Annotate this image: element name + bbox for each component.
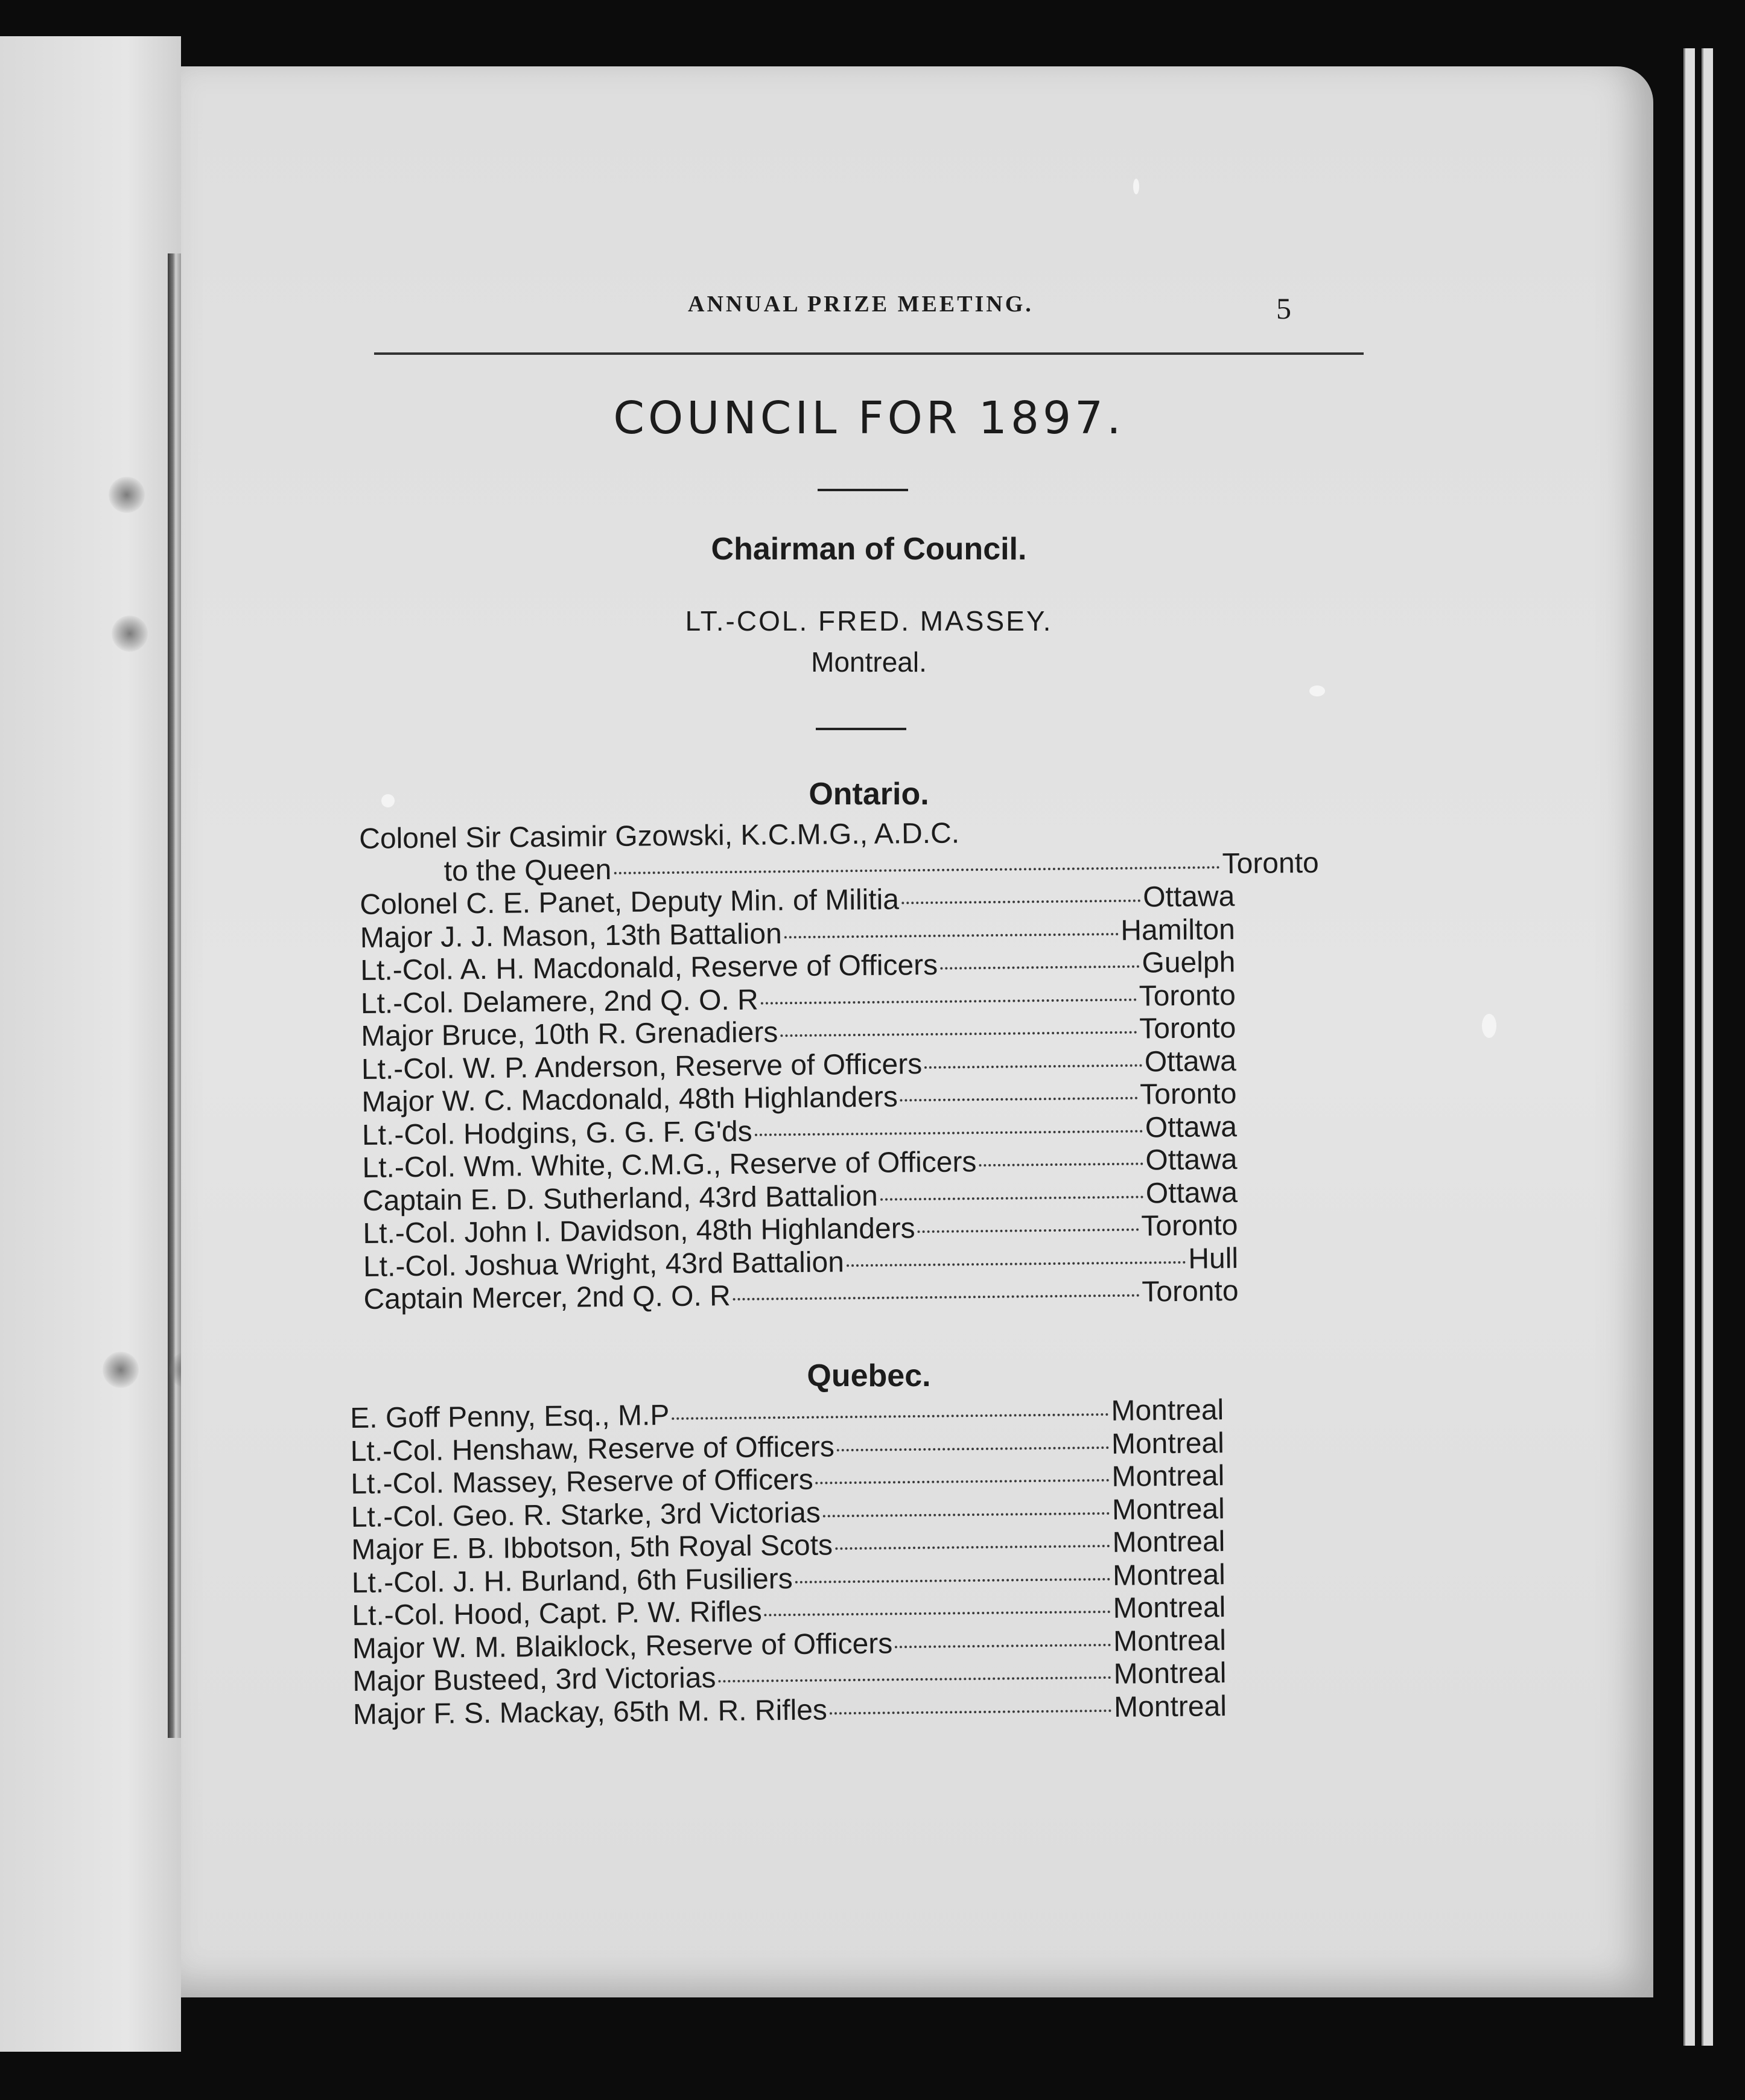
member-place: Montreal bbox=[1111, 1427, 1224, 1460]
member-name: Major Bruce, 10th R. Grenadiers bbox=[361, 1016, 778, 1052]
quebec-heading: Quebec. bbox=[807, 1358, 931, 1393]
member-name: Major W. M. Blaiklock, Reserve of Officers bbox=[352, 1627, 893, 1665]
member-name: Colonel C. E. Panet, Deputy Min. of Militia bbox=[360, 883, 900, 921]
member-name: Colonel Sir Casimir Gzowski, K.C.M.G., A.D.C. bbox=[359, 817, 960, 855]
member-name: Lt.-Col. J. H. Burland, 6th Fusiliers bbox=[351, 1562, 793, 1599]
member-place: Toronto bbox=[1139, 1012, 1236, 1045]
page-edge bbox=[1702, 48, 1713, 2046]
dot-leader bbox=[830, 1709, 1111, 1714]
dot-leader bbox=[918, 1229, 1139, 1233]
member-name: Lt.-Col. Joshua Wright, 43rd Battalion bbox=[363, 1246, 845, 1283]
dot-leader bbox=[672, 1413, 1108, 1420]
member-place: Montreal bbox=[1111, 1394, 1224, 1427]
dot-leader bbox=[924, 1064, 1142, 1068]
paper-speck bbox=[1309, 686, 1325, 696]
running-head bbox=[374, 291, 1291, 327]
member-name: Major F. S. Mackay, 65th M. R. Rifles bbox=[352, 1693, 828, 1731]
member-place: Montreal bbox=[1113, 1690, 1227, 1723]
member-name: Lt.-Col. Massey, Reserve of Officers bbox=[351, 1463, 813, 1500]
dot-leader bbox=[795, 1577, 1110, 1583]
page-number: 5 bbox=[1276, 291, 1291, 325]
member-place: Guelph bbox=[1142, 946, 1236, 979]
dot-leader bbox=[835, 1545, 1110, 1550]
member-name: Lt.-Col. A. H. Macdonald, Reserve of Officers bbox=[360, 949, 938, 987]
member-name-continued: to the Queen bbox=[443, 853, 612, 888]
member-place: Montreal bbox=[1113, 1657, 1227, 1690]
dot-leader bbox=[733, 1294, 1140, 1300]
dot-leader bbox=[901, 900, 1140, 905]
dot-leader bbox=[719, 1676, 1111, 1682]
member-place: Montreal bbox=[1113, 1624, 1227, 1658]
dot-leader bbox=[784, 932, 1119, 938]
ontario-member-list bbox=[359, 815, 1319, 1316]
ink-blot bbox=[109, 477, 145, 513]
member-place: Toronto bbox=[1141, 1209, 1238, 1242]
header-rule bbox=[374, 352, 1364, 355]
dot-leader bbox=[764, 1611, 1111, 1617]
dot-leader bbox=[837, 1446, 1109, 1451]
member-place: Ottawa bbox=[1142, 880, 1235, 914]
member-name: Lt.-Col. Henshaw, Reserve of Officers bbox=[350, 1430, 835, 1468]
member-place: Toronto bbox=[1142, 1275, 1239, 1308]
member-name: Major Busteed, 3rd Victorias bbox=[352, 1662, 716, 1698]
member-name: Major E. B. Ibbotson, 5th Royal Scots bbox=[351, 1529, 833, 1566]
member-place: Hull bbox=[1188, 1242, 1239, 1275]
member-place: Ottawa bbox=[1145, 1110, 1238, 1144]
member-name: Captain E. D. Sutherland, 43rd Battalion bbox=[362, 1180, 879, 1217]
chairman-place: Montreal. bbox=[811, 646, 927, 678]
page-edge bbox=[1683, 48, 1695, 2046]
ink-blot bbox=[103, 1352, 139, 1388]
page-title: COUNCIL FOR 1897. bbox=[613, 392, 1125, 444]
member-name: Lt.-Col. Hodgins, G. G. F. G'ds bbox=[361, 1115, 752, 1151]
member-name: Lt.-Col. Geo. R. Starke, 3rd Victorias bbox=[351, 1497, 821, 1533]
dot-leader bbox=[614, 866, 1219, 874]
member-place: Toronto bbox=[1222, 847, 1319, 880]
member-place: Toronto bbox=[1140, 1078, 1237, 1111]
member-place: Montreal bbox=[1113, 1591, 1226, 1624]
member-place: Ottawa bbox=[1145, 1144, 1238, 1177]
dot-leader bbox=[847, 1261, 1186, 1266]
previous-page-edge bbox=[0, 36, 181, 2052]
member-place: Ottawa bbox=[1145, 1176, 1238, 1210]
dot-leader bbox=[979, 1163, 1143, 1167]
member-place: Montreal bbox=[1111, 1492, 1225, 1526]
member-place: Toronto bbox=[1139, 979, 1236, 1013]
member-name: Lt.-Col. Wm. White, C.M.G., Reserve of Officers bbox=[362, 1146, 977, 1184]
paper-speck bbox=[1133, 179, 1139, 194]
dot-leader bbox=[880, 1195, 1143, 1200]
dot-leader bbox=[823, 1512, 1110, 1517]
member-place: Hamilton bbox=[1120, 913, 1236, 947]
member-name: Lt.-Col. Delamere, 2nd Q. O. R bbox=[360, 984, 759, 1020]
paper-speck bbox=[1482, 1014, 1496, 1038]
divider-rule bbox=[818, 489, 908, 491]
dot-leader bbox=[895, 1643, 1111, 1647]
book-spine bbox=[168, 253, 181, 1738]
member-name: Lt.-Col. W. P. Anderson, Reserve of Officers bbox=[361, 1048, 923, 1086]
member-place: Montreal bbox=[1111, 1460, 1225, 1493]
member-place: Montreal bbox=[1112, 1526, 1225, 1559]
dot-leader bbox=[780, 1031, 1137, 1037]
running-head-title: ANNUAL PRIZE MEETING. bbox=[688, 291, 1034, 317]
dot-leader bbox=[940, 966, 1139, 970]
member-name: Lt.-Col. Hood, Capt. P. W. Rifles bbox=[352, 1596, 763, 1632]
member-name: E. Goff Penny, Esq., M.P bbox=[350, 1399, 670, 1434]
quebec-member-list bbox=[350, 1394, 1227, 1731]
dot-leader bbox=[816, 1479, 1110, 1484]
dot-leader bbox=[761, 998, 1137, 1004]
member-name: Major W. C. Macdonald, 48th Highlanders bbox=[361, 1081, 898, 1118]
chairman-heading: Chairman of Council. bbox=[711, 532, 1027, 567]
dot-leader bbox=[900, 1097, 1137, 1102]
member-name: Captain Mercer, 2nd Q. O. R bbox=[363, 1280, 731, 1316]
chairman-name: LT.-COL. FRED. MASSEY. bbox=[685, 605, 1053, 637]
member-name: Lt.-Col. John I. Davidson, 48th Highlanders bbox=[363, 1212, 915, 1250]
member-place: Ottawa bbox=[1144, 1045, 1237, 1078]
member-name: Major J. J. Mason, 13th Battalion bbox=[360, 917, 783, 954]
member-place: Montreal bbox=[1112, 1558, 1226, 1592]
dot-leader bbox=[755, 1130, 1143, 1136]
ontario-heading: Ontario. bbox=[809, 777, 929, 812]
ink-blot bbox=[112, 616, 148, 652]
divider-rule bbox=[816, 728, 906, 730]
